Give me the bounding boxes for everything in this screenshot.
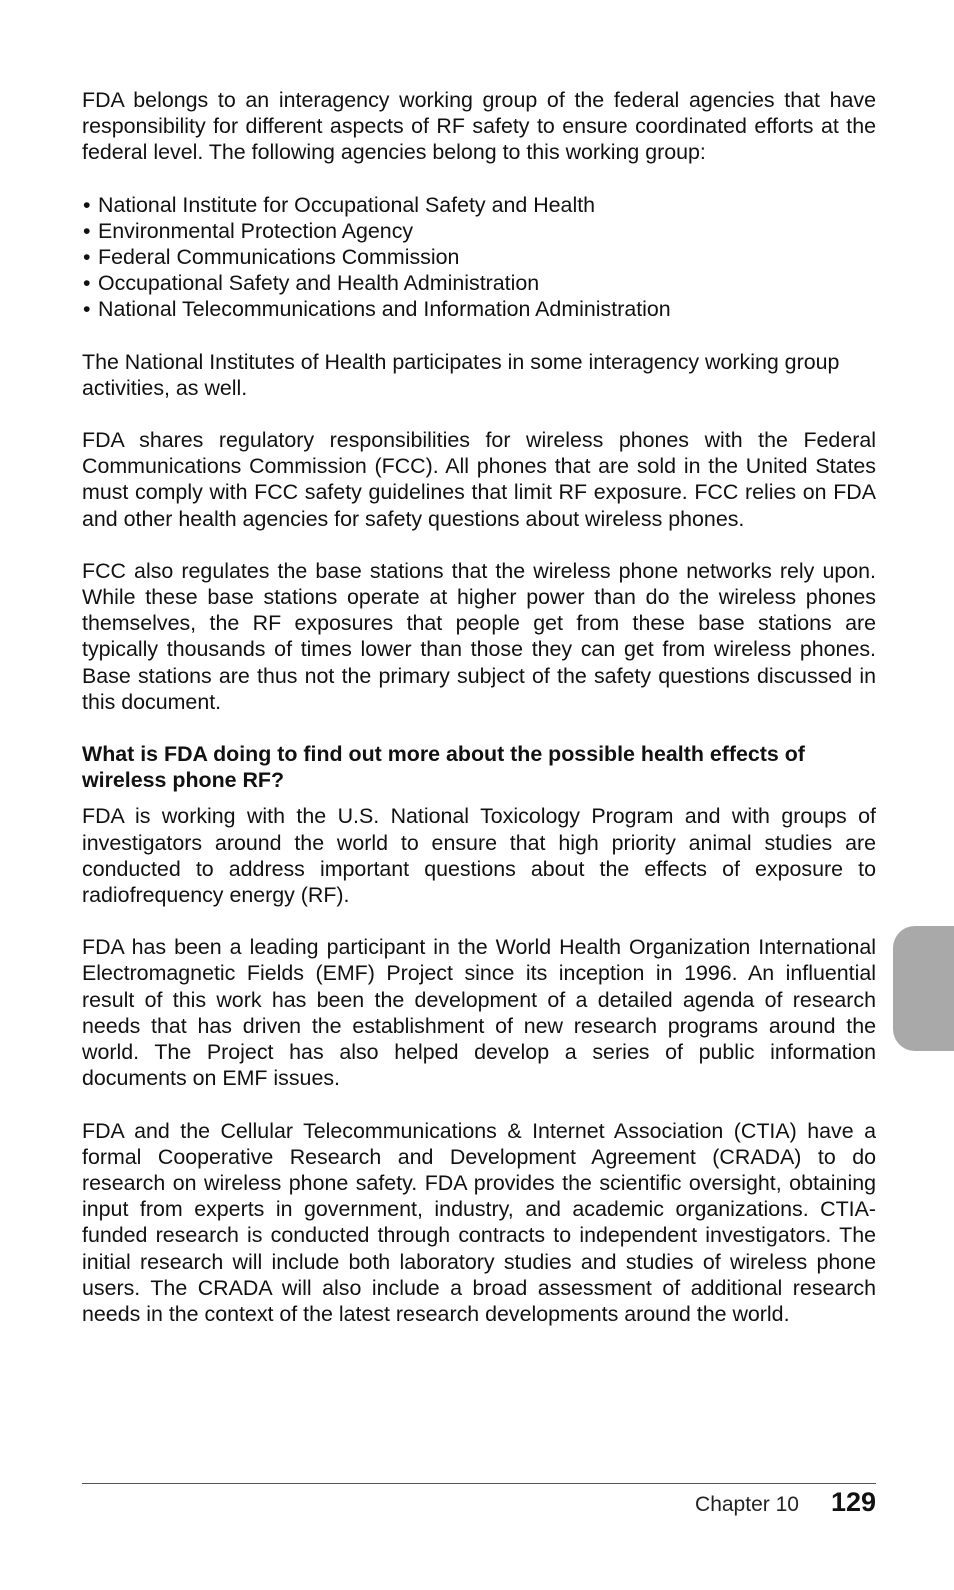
section-question-heading: What is FDA doing to find out more about the possible health effects of wireless phone RF? xyxy=(82,742,805,793)
agency-list xyxy=(82,192,876,323)
fcc-shares-paragraph: FDA shares regulatory responsibilities for wireless phones with the Federal Communications Commission (FCC). All phones that are sold in the United States must comply with FCC safety guidelines that limit RF exposure. FCC relies on FDA and other health agencies for safety questions about wireless phones. xyxy=(82,428,876,531)
page-body xyxy=(82,87,876,1353)
page-footer xyxy=(695,1487,876,1518)
list-item: • Occupational Safety and Health Administration xyxy=(82,270,876,296)
who-emf-paragraph: FDA has been a leading participant in the World Health Organization International Electromagnetic Fields (EMF) Project since its inception in 1996. An influential result of this work has been the development of a detailed agenda of research needs that has driven the establishment of new research programs around the world. The Project has also helped develop a series of public information documents on EMF issues. xyxy=(82,935,876,1091)
chapter-label: Chapter 10 xyxy=(695,1493,799,1516)
list-item: • National Institute for Occupational Safety and Health xyxy=(82,192,876,218)
base-stations-paragraph: FCC also regulates the base stations that the wireless phone networks rely upon. While these base stations operate at higher power than do the wireless phones themselves, the RF exposures that people get from these base stations are typically thousands of times lower than those they can get from wireless phones. Base stations are thus not the primary subject of the safety questions discussed in this document. xyxy=(82,558,876,714)
list-item: • Federal Communications Commission xyxy=(82,244,876,270)
footer-divider xyxy=(82,1483,876,1484)
nih-paragraph: The National Institutes of Health participates in some interagency working group activities, as well. xyxy=(82,349,840,400)
list-item: • National Telecommunications and Information Administration xyxy=(82,296,876,322)
page-number: 129 xyxy=(830,1487,876,1517)
chapter-thumb-tab xyxy=(893,926,954,1051)
ctia-crada-paragraph: FDA and the Cellular Telecommunications & Internet Association (CTIA) have a formal Cooperative Research and Development Agreement (CRADA) to do research on wireless phone safety. FDA provides the scientific oversight, obtaining input from experts in government, industry, and academic organizations. CTIA-funded research is conducted through contracts to independent investigators. The initial research will include both laboratory studies and studies of wireless phone users. The CRADA will also include a broad assessment of additional research needs in the context of the latest research developments around the world. xyxy=(82,1118,876,1326)
list-item: • Environmental Protection Agency xyxy=(82,218,876,244)
working-group-intro-paragraph: FDA belongs to an interagency working group of the federal agencies that have responsibility for different aspects of RF safety to ensure coordinated efforts at the federal level. The following agencies belong to this working group: xyxy=(82,88,876,165)
ntp-paragraph: FDA is working with the U.S. National Toxicology Program and with groups of investigators around the world to ensure that high priority animal studies are conducted to address important questions about the effects of exposure to radiofrequency energy (RF). xyxy=(82,804,876,908)
